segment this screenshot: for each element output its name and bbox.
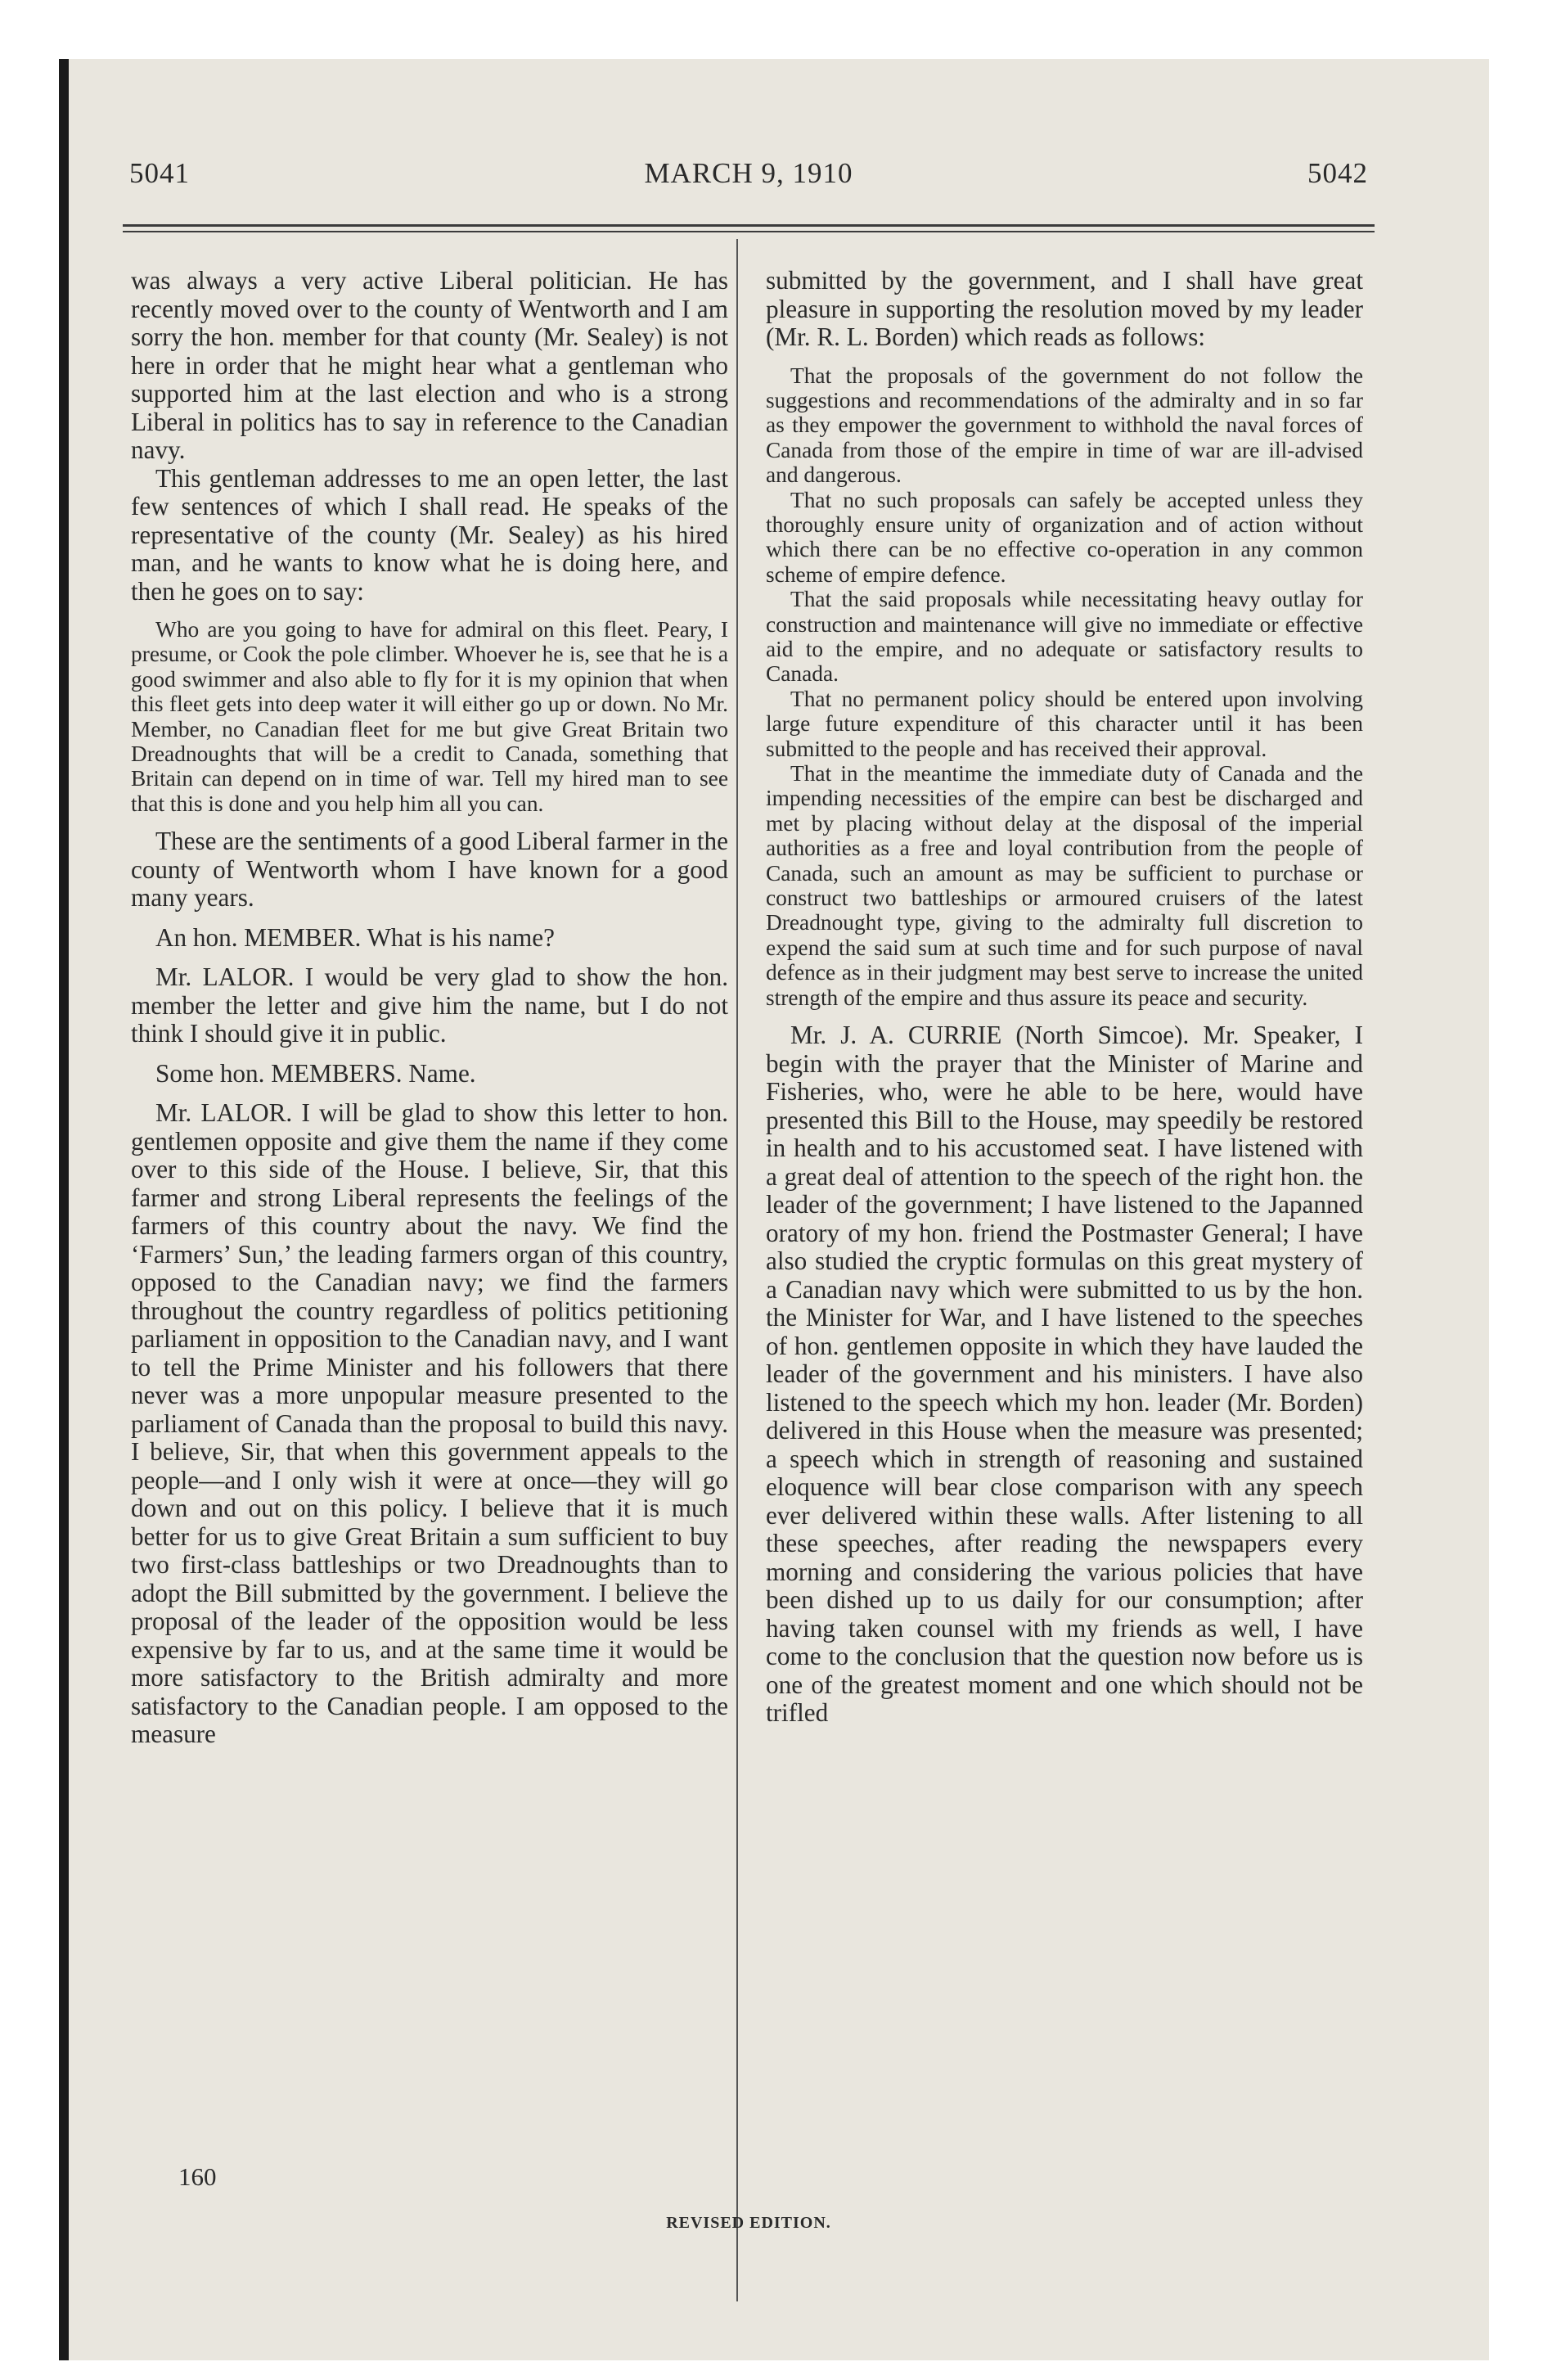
right-column: [766, 267, 1363, 1728]
speaker-paragraph: An hon. MEMBER. What is his name?: [155, 922, 555, 952]
page-number-right: 5042: [1307, 157, 1368, 189]
header-rule-double: [123, 231, 1375, 232]
resolution-clause: That in the meantime the immediate duty of Canada and the impending necessities of the empire can best be discharged and met by placing without delay at the disposal of the imperial authorities as a free and loyal contribution from the people of Canada, such an amount as may be sufficient to purchase or construct two battleships or armoured cruisers of the latest Dreadnought type, giving to the admiralty full discretion to expend the said sum at such time and for such purpose of naval defence as in their judgment may best serve to increase the united strength of the empire and thus assure its peace and security.: [766, 761, 1363, 1010]
scan-binding-edge: [59, 59, 69, 2360]
speaker-paragraph: Mr. LALOR. I will be glad to show this letter to hon. gentlemen opposite and give them the name if they come over to this side of the House. I believe, Sir, that this farmer and strong Liberal represents the feelings of the farmers of this country about the navy. We find the ‘Farmers’ Sun,’ the leading farmers organ of this country, opposed to the Canadian navy; we find the farmers throughout the country regardless of politics petitioning parliament in opposition to the Canadian navy, and I want to tell the Prime Minister and his followers that there never was a more unpopular measure presented to the parliament of Canada than the proposal to build this navy. I believe, Sir, that when this government appeals to the people—and I only wish it were at once—they will go down and out on this policy. I believe that it is much better for us to give Great Britain a sum sufficient to buy two first-class battleships or two Dreadnoughts than to adopt the Bill submitted by the government. I believe the proposal of the leader of the opposition would be less expensive by far to us, and at the same time it would be more satisfactory to the British admiralty and more satisfactory to the Canadian people. I am opposed to the measure: [131, 1098, 728, 1749]
page-number-left: 5041: [129, 157, 190, 189]
left-column: [131, 267, 728, 1749]
paragraph: This gentleman addresses to me an open letter, the last few sentences of which I shall read. He speaks of the representative of the county (Mr. Sealey) as his hired man, and he wants to know what he is doing here, and then he goes on to say:: [131, 463, 728, 606]
speaker-paragraph: Mr. J. A. CURRIE (North Simcoe). Mr. Speaker, I begin with the prayer that the Minister of Marine and Fisheries, who, were he able to be here, would have presented this Bill to the House, may speedily be restored in health and to his accustomed seat. I have listened with a great deal of attention to the speech of the right hon. the leader of the government; I have listened to the Japanned oratory of my hon. friend the Postmaster General; I have also studied the cryptic formulas on this great mystery of a Canadian navy which were submitted to us by the hon. the Minister for War, and I have listened to the speeches of hon. gentlemen opposite in which they have lauded the leader of the government and his ministers. I have also listened to the speech which my hon. leader (Mr. Borden) delivered in this House when the measure was presented; a speech which in strength of reasoning and sustained eloquence will bear close comparison with any speech ever delivered within these walls. After listening to all these speeches, after reading the newspapers every morning and considering the various policies that have been dished up to us daily for our consumption; after having taken counsel with my friends as well, I have come to the conclusion that the question now before us is one of the greatest moment and one which should not be trifled: [766, 1021, 1363, 1728]
quoted-letter: Who are you going to have for admiral on this fleet. Peary, I presume, or Cook the pole climber. Whoever he is, see that he is a good swimmer and also able to fly for it is my opinion that when this fleet gets into deep water it will either go up or down. No Mr. Member, no Canadian fleet for me but give Great Britain two Dreadnoughts that will be a credit to Canada, something that Britain can depend on in time of war. Tell my hired man to see that this is done and you help him all you can.: [131, 617, 728, 816]
paragraph: was always a very active Liberal politician. He has recently moved over to the county of Wentworth and I am sorry the hon. member for that county (Mr. Sealey) is not here in order that he might hear what a gentleman who supported him at the last election and who is a strong Liberal in politics has to say in reference to the Canadian navy.: [131, 266, 728, 464]
header-rule: [123, 224, 1375, 227]
speaker-paragraph: Mr. LALOR. I would be very glad to show the hon. member the letter and give him the name, but I do not think I should give it in public.: [131, 962, 728, 1048]
resolution-clause: That no permanent policy should be entered upon involving large future expenditure of this character until it has been submitted to the people and has received their approval.: [766, 686, 1363, 761]
paragraph: These are the sentiments of a good Liberal farmer in the county of Wentworth whom I have known for a good many years.: [131, 827, 728, 913]
hansard-page: [123, 147, 1375, 2292]
resolution-clause: That the said proposals while necessitating heavy outlay for construction and maintenance will give no immediate or effective aid to the empire, and no adequate or satisfactory results to Canada.: [766, 587, 1363, 687]
resolution-clause: That the proposals of the government do not follow the suggestions and recommendations of the admiralty and in so far as they empower the government to withhold the naval forces of Canada from those of the empire in time of war are ill-advised and dangerous.: [766, 363, 1363, 488]
header-date: MARCH 9, 1910: [644, 157, 853, 189]
column-divider: [736, 239, 738, 2301]
paragraph: submitted by the government, and I shall have great pleasure in supporting the resolution moved by my leader (Mr. R. L. Borden) which reads as follows:: [766, 266, 1363, 351]
edition-footer: REVISED EDITION.: [666, 2214, 831, 2232]
signature-mark: 160: [178, 2162, 217, 2191]
page-header: [123, 147, 1375, 196]
resolution-clause: That no such proposals can safely be accepted unless they thoroughly ensure unity of organization and of action without which there can be no effective co-operation in any common scheme of empire defence.: [766, 487, 1363, 587]
speaker-paragraph: Some hon. MEMBERS. Name.: [155, 1058, 476, 1088]
